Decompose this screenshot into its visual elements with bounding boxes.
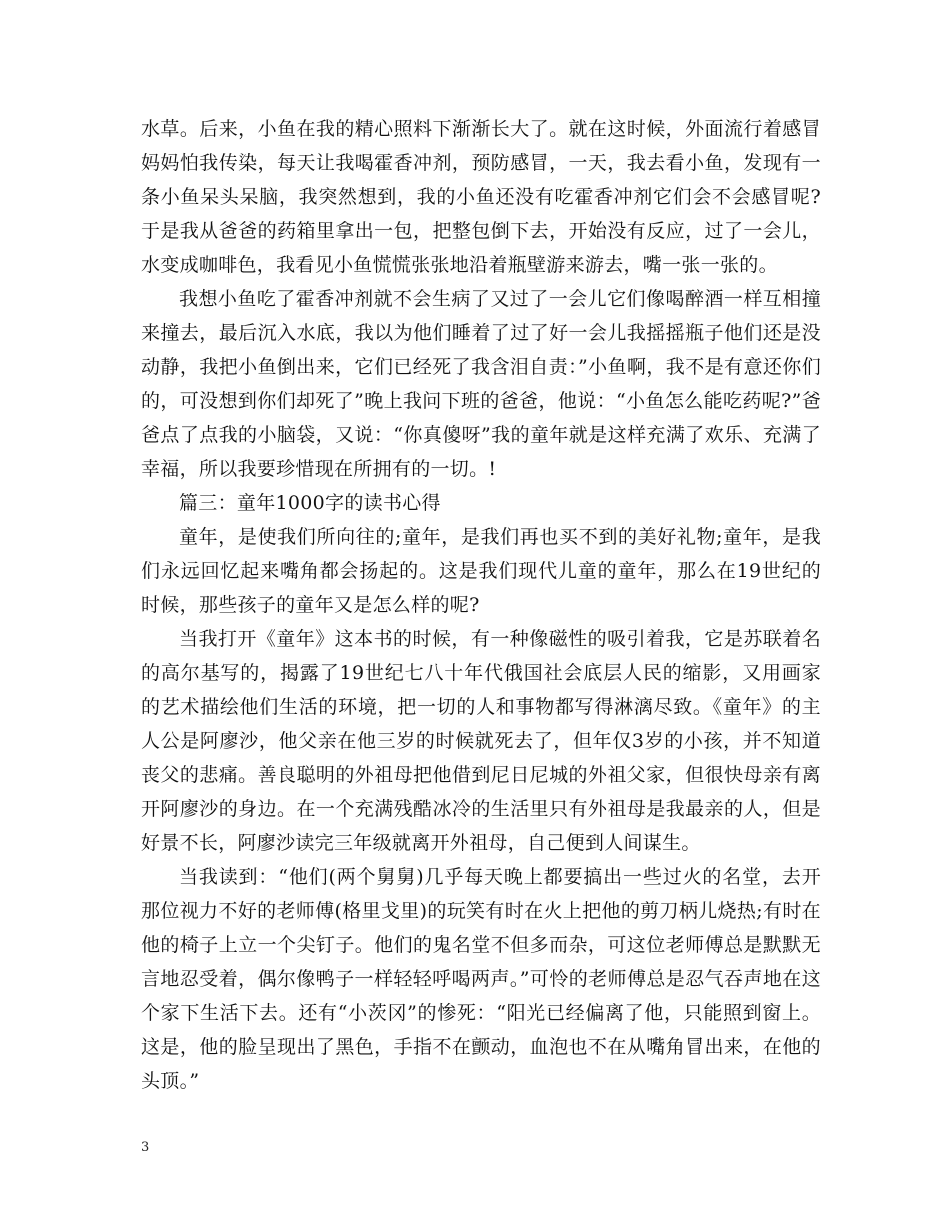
paragraph-5: 当我读到：“他们(两个舅舅)几乎每天晚上都要搞出一些过火的名堂，去开那位视力不好的老师傅(格里戈里)的玩笑有时在火上把他的剪刀柄儿烧热;有时在他的椅子上立一个尖钉子。他们的鬼名堂不但多而杂，可这位老师傅总是默默无言地忍受着，偶尔像鸭子一样轻轻呼喝两声。”可怜的老师傅总是忍气吞声地在这个家下生活下去。还有“小茨冈”的惨死：“阳光已经偏离了他，只能照到窗上。这是，他的脸呈现出了黑色，手指不在颤动，血泡也不在从嘴角冒出来，在他的头顶。” [141,866,821,1092]
paragraph-2: 我想小鱼吃了霍香冲剂就不会生病了又过了一会儿它们像喝醉酒一样互相撞来撞去，最后沉入水底，我以为他们睡着了过了好一会儿我摇摇瓶子他们还是没动静，我把小鱼倒出来，它们已经死了我含泪自责：”小鱼啊，我不是有意还你们的，可没想到你们却死了”晚上我问下班的爸爸，他说：“小鱼怎么能吃药呢?”爸爸点了点我的小脑袋，又说：“你真傻呀”我的童年就是这样充满了欢乐、充满了幸福，所以我要珍惜现在所拥有的一切。! [141,288,821,480]
document-body [141,112,821,1098]
paragraph-4: 当我打开《童年》这本书的时候，有一种像磁性的吸引着我，它是苏联着名的高尔基写的，揭露了19世纪七八十年代俄国社会底层人民的缩影，又用画家的艺术描绘他们生活的环境，把一切的人和事物都写得淋漓尽致。《童年》的主人公是阿廖沙，他父亲在他三岁的时候就死去了，但年仅3岁的小孩，并不知道丧父的悲痛。善良聪明的外祖母把他借到尼日尼城的外祖父家，但很快母亲有离开阿廖沙的身边。在一个充满残酷冰冷的生活里只有外祖母是我最亲的人，但是好景不长，阿廖沙读完三年级就离开外祖母，自己便到人间谋生。 [141,628,821,854]
page-number: 3 [141,1140,150,1155]
paragraph-1: 水草。后来，小鱼在我的精心照料下渐渐长大了。就在这时候，外面流行着感冒妈妈怕我传染，每天让我喝霍香冲剂，预防感冒，一天，我去看小鱼，发现有一条小鱼呆头呆脑，我突然想到，我的小鱼还没有吃霍香冲剂它们会不会感冒呢?于是我从爸爸的药箱里拿出一包，把整包倒下去，开始没有反应，过了一会儿，水变成咖啡色，我看见小鱼慌慌张张地沿着瓶壁游来游去，嘴一张一张的。 [141,118,821,276]
section-heading: 篇三：童年1000字的读书心得 [179,492,441,514]
paragraph-3: 童年，是使我们所向往的;童年，是我们再也买不到的美好礼物;童年，是我们永远回忆起来嘴角都会扬起的。这是我们现代儿童的童年，那么在19世纪的时候，那些孩子的童年又是怎么样的呢? [141,526,821,616]
